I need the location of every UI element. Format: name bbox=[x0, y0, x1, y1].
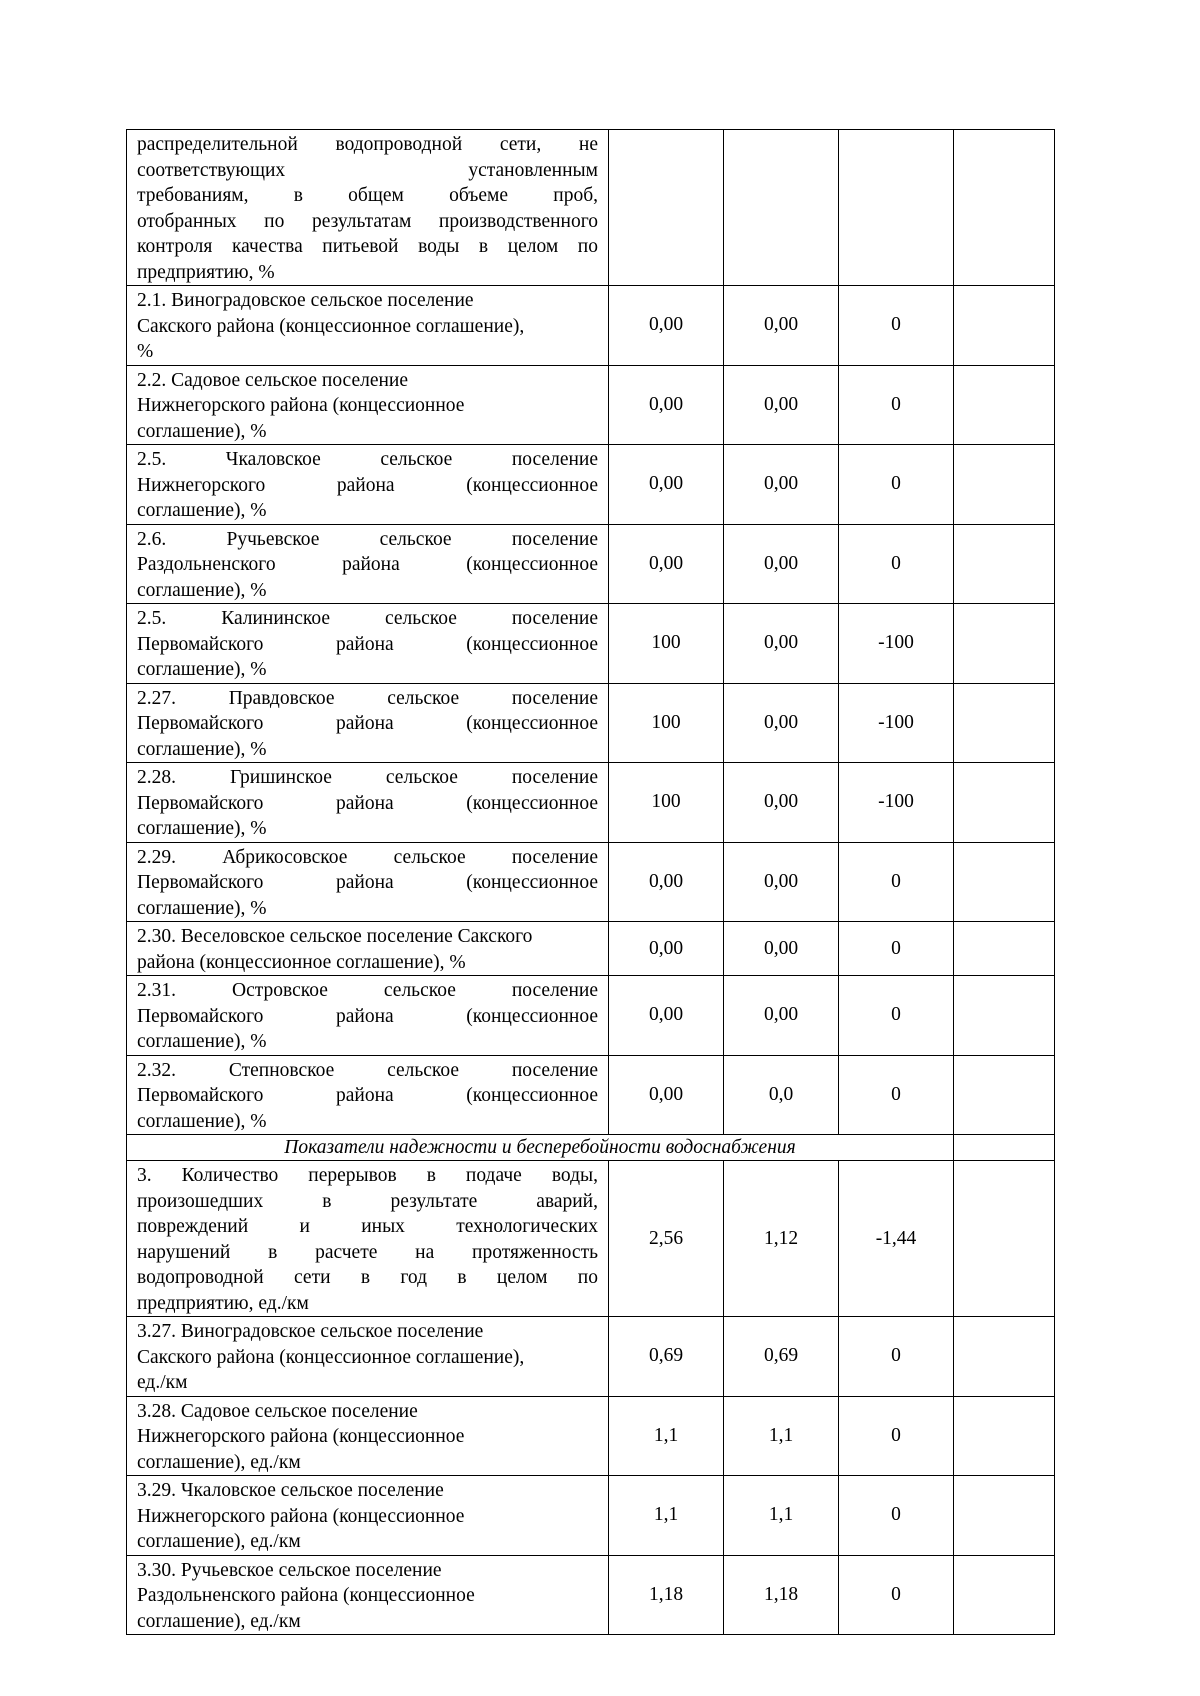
indicator-name-line: 2.2. Садовое сельское поселение bbox=[137, 369, 409, 391]
indicator-name-line: предприятию, % bbox=[137, 261, 275, 283]
indicator-name-line: соглашение), % bbox=[137, 818, 267, 839]
indicator-name-line: отобранных по результатам производственного bbox=[137, 210, 598, 232]
value-cell-4 bbox=[954, 842, 1055, 922]
value-cell-2: 0,00 bbox=[724, 763, 839, 843]
value-cell-1: 0,00 bbox=[609, 365, 724, 445]
indicator-name-line: соглашение), % bbox=[137, 1031, 267, 1052]
value-cell-2: 1,1 bbox=[724, 1396, 839, 1476]
value-cell-2: 1,1 bbox=[724, 1476, 839, 1556]
indicator-name-cell bbox=[127, 1396, 609, 1476]
value-cell-4 bbox=[954, 445, 1055, 525]
value-cell-2: 0,00 bbox=[724, 976, 839, 1056]
value-cell-4 bbox=[954, 524, 1055, 604]
indicators-table-body bbox=[127, 130, 1055, 1635]
indicator-name-cell bbox=[127, 1476, 609, 1556]
table-row bbox=[127, 524, 1055, 604]
indicator-name-line: 2.29. Абрикосовское сельское поселение bbox=[137, 846, 598, 868]
indicator-name-line: нарушений в расчете на протяженность bbox=[137, 1241, 598, 1263]
value-cell-4 bbox=[954, 1317, 1055, 1397]
indicator-name-line: 2.28. Гришинское сельское поселение bbox=[137, 767, 598, 788]
value-cell-4 bbox=[954, 1555, 1055, 1635]
indicator-name-line: распределительной водопроводной сети, не bbox=[137, 134, 598, 155]
table-row bbox=[127, 445, 1055, 525]
value-cell-2: 1,12 bbox=[724, 1161, 839, 1317]
value-cell-4 bbox=[954, 286, 1055, 366]
table-row bbox=[127, 286, 1055, 366]
value-cell-1: 100 bbox=[609, 763, 724, 843]
value-cell-2: 0,00 bbox=[724, 604, 839, 684]
indicator-name-line: Нижнегорского района (концессионное bbox=[137, 1505, 465, 1527]
value-cell-4 bbox=[954, 1055, 1055, 1135]
indicator-name-line: % bbox=[137, 341, 154, 362]
value-cell-1: 0,00 bbox=[609, 286, 724, 366]
indicator-name-line: соглашение), % bbox=[137, 420, 267, 442]
value-cell-1: 0,00 bbox=[609, 445, 724, 525]
empty-cell bbox=[954, 1135, 1055, 1161]
indicator-name-line: Первомайского района (концессионное bbox=[137, 1085, 598, 1106]
value-cell-4 bbox=[954, 1476, 1055, 1556]
indicator-name-line: 2.6. Ручьевское сельское поселение bbox=[137, 528, 598, 550]
value-cell-2: 0,00 bbox=[724, 524, 839, 604]
indicator-name-line: Первомайского района (концессионное bbox=[137, 872, 598, 893]
value-cell-2: 0,00 bbox=[724, 445, 839, 525]
indicator-name-line: 3.28. Садовое сельское поселение bbox=[137, 1400, 418, 1422]
value-cell-4 bbox=[954, 763, 1055, 843]
indicator-name-line: повреждений и иных технологических bbox=[137, 1216, 598, 1237]
indicator-name-cell bbox=[127, 763, 609, 843]
value-cell-3: 0 bbox=[839, 1396, 954, 1476]
value-cell-1: 1,1 bbox=[609, 1476, 724, 1556]
indicator-name-line: соглашение), % bbox=[137, 1110, 267, 1132]
value-cell-1: 1,18 bbox=[609, 1555, 724, 1635]
value-cell-3 bbox=[839, 130, 954, 286]
indicator-name-cell bbox=[127, 976, 609, 1056]
indicators-table bbox=[126, 129, 1055, 1635]
value-cell-2: 0,0 bbox=[724, 1055, 839, 1135]
value-cell-2: 1,18 bbox=[724, 1555, 839, 1635]
indicator-name-line: 2.1. Виноградовское сельское поселение bbox=[137, 290, 474, 311]
indicator-name-line: контроля качества питьевой воды в целом по bbox=[137, 236, 598, 257]
value-cell-3: -100 bbox=[839, 763, 954, 843]
indicator-name-line: ед./км bbox=[137, 1372, 188, 1393]
indicator-name-line: Первомайского района (концессионное bbox=[137, 633, 598, 655]
value-cell-2: 0,00 bbox=[724, 842, 839, 922]
indicator-name-line: соглашение), % bbox=[137, 500, 267, 521]
indicator-name-cell bbox=[127, 130, 609, 286]
value-cell-3: 0 bbox=[839, 286, 954, 366]
value-cell-4 bbox=[954, 130, 1055, 286]
value-cell-3: 0 bbox=[839, 1476, 954, 1556]
indicator-name-line: соответствующих установленным bbox=[137, 159, 598, 181]
indicator-name-line: соглашение), % bbox=[137, 579, 267, 601]
value-cell-1 bbox=[609, 130, 724, 286]
value-cell-3: -100 bbox=[839, 683, 954, 763]
table-row bbox=[127, 1055, 1055, 1135]
indicator-name-line: Первомайского района (концессионное bbox=[137, 792, 598, 814]
table-row bbox=[127, 604, 1055, 684]
indicator-name-cell bbox=[127, 524, 609, 604]
indicator-name-line: района (концессионное соглашение), % bbox=[137, 951, 466, 973]
value-cell-1: 100 bbox=[609, 683, 724, 763]
indicator-name-line: 2.32. Степновское сельское поселение bbox=[137, 1059, 598, 1081]
value-cell-3: 0 bbox=[839, 922, 954, 976]
indicator-name-cell bbox=[127, 445, 609, 525]
value-cell-1: 0,69 bbox=[609, 1317, 724, 1397]
value-cell-3: 0 bbox=[839, 1317, 954, 1397]
value-cell-1: 0,00 bbox=[609, 1055, 724, 1135]
value-cell-3: 0 bbox=[839, 365, 954, 445]
indicator-name-line: 2.5. Чкаловское сельское поселение bbox=[137, 449, 598, 470]
value-cell-4 bbox=[954, 1161, 1055, 1317]
indicator-name-cell bbox=[127, 1317, 609, 1397]
indicator-name-cell bbox=[127, 842, 609, 922]
value-cell-3: 0 bbox=[839, 976, 954, 1056]
table-row bbox=[127, 130, 1055, 286]
table-row bbox=[127, 763, 1055, 843]
value-cell-3: 0 bbox=[839, 524, 954, 604]
value-cell-3: 0 bbox=[839, 1555, 954, 1635]
indicator-name-line: 2.31. Островское сельское поселение bbox=[137, 980, 598, 1001]
indicator-name-cell bbox=[127, 1555, 609, 1635]
table-row bbox=[127, 1317, 1055, 1397]
indicator-name-line: Раздольненского района (концессионное bbox=[137, 1585, 475, 1606]
indicator-name-line: соглашение), ед./км bbox=[137, 1610, 301, 1632]
table-row bbox=[127, 1555, 1055, 1635]
indicator-name-line: водопроводной сети в год в целом по bbox=[137, 1267, 598, 1288]
indicator-name-line: Нижнегорского района (концессионное bbox=[137, 395, 465, 416]
value-cell-2: 0,00 bbox=[724, 922, 839, 976]
indicator-name-cell bbox=[127, 683, 609, 763]
indicator-name-cell bbox=[127, 286, 609, 366]
indicator-name-line: соглашение), ед./км bbox=[137, 1451, 301, 1473]
value-cell-2: 0,00 bbox=[724, 365, 839, 445]
indicator-name-cell bbox=[127, 1161, 609, 1317]
value-cell-3: -100 bbox=[839, 604, 954, 684]
table-row bbox=[127, 842, 1055, 922]
value-cell-2 bbox=[724, 130, 839, 286]
indicator-name-line: 3.29. Чкаловское сельское поселение bbox=[137, 1480, 444, 1501]
value-cell-4 bbox=[954, 1396, 1055, 1476]
value-cell-1: 0,00 bbox=[609, 524, 724, 604]
value-cell-1: 2,56 bbox=[609, 1161, 724, 1317]
indicator-name-line: Первомайского района (концессионное bbox=[137, 1005, 598, 1027]
section-title: Показатели надежности и бесперебойности водоснабжения bbox=[127, 1135, 954, 1161]
indicator-name-line: Сакского района (концессионное соглашение), bbox=[137, 315, 525, 337]
table-row bbox=[127, 683, 1055, 763]
value-cell-4 bbox=[954, 365, 1055, 445]
value-cell-1: 1,1 bbox=[609, 1396, 724, 1476]
indicator-name-line: Раздольненского района (концессионное bbox=[137, 554, 598, 575]
table-row bbox=[127, 976, 1055, 1056]
table-row bbox=[127, 922, 1055, 976]
section-header-row bbox=[127, 1135, 1055, 1161]
indicator-name-line: предприятию, ед./км bbox=[137, 1292, 309, 1314]
indicator-name-line: Нижнегорского района (концессионное bbox=[137, 1426, 465, 1447]
indicator-name-line: соглашение), ед./км bbox=[137, 1531, 301, 1552]
value-cell-1: 0,00 bbox=[609, 922, 724, 976]
value-cell-2: 0,00 bbox=[724, 286, 839, 366]
value-cell-1: 0,00 bbox=[609, 842, 724, 922]
value-cell-2: 0,00 bbox=[724, 683, 839, 763]
value-cell-1: 100 bbox=[609, 604, 724, 684]
table-row bbox=[127, 365, 1055, 445]
indicator-name-cell bbox=[127, 604, 609, 684]
indicator-name-line: соглашение), % bbox=[137, 659, 267, 680]
indicator-name-cell bbox=[127, 922, 609, 976]
indicator-name-line: соглашение), % bbox=[137, 738, 267, 760]
indicator-name-cell bbox=[127, 365, 609, 445]
value-cell-4 bbox=[954, 922, 1055, 976]
indicator-name-line: произошедших в результате аварий, bbox=[137, 1190, 598, 1212]
value-cell-3: 0 bbox=[839, 842, 954, 922]
value-cell-3: 0 bbox=[839, 445, 954, 525]
indicator-name-line: 3.27. Виноградовское сельское поселение bbox=[137, 1321, 484, 1342]
value-cell-2: 0,69 bbox=[724, 1317, 839, 1397]
value-cell-4 bbox=[954, 604, 1055, 684]
table-row bbox=[127, 1161, 1055, 1317]
indicator-name-line: Сакского района (концессионное соглашение), bbox=[137, 1346, 525, 1368]
indicator-name-line: Нижнегорского района (концессионное bbox=[137, 474, 598, 496]
table-row bbox=[127, 1476, 1055, 1556]
indicator-name-line: соглашение), % bbox=[137, 897, 267, 919]
value-cell-3: 0 bbox=[839, 1055, 954, 1135]
value-cell-4 bbox=[954, 683, 1055, 763]
table-row bbox=[127, 1396, 1055, 1476]
indicator-name-line: 2.27. Правдовское сельское поселение bbox=[137, 687, 598, 709]
value-cell-1: 0,00 bbox=[609, 976, 724, 1056]
indicator-name-line: 3. Количество перерывов в подаче воды, bbox=[137, 1165, 598, 1186]
indicator-name-line: 2.5. Калининское сельское поселение bbox=[137, 608, 598, 629]
indicator-name-line: Первомайского района (концессионное bbox=[137, 713, 598, 734]
indicator-name-line: 2.30. Веселовское сельское поселение Сакского bbox=[137, 926, 533, 947]
indicator-name-line: 3.30. Ручьевское сельское поселение bbox=[137, 1559, 442, 1581]
value-cell-3: -1,44 bbox=[839, 1161, 954, 1317]
indicator-name-cell bbox=[127, 1055, 609, 1135]
value-cell-4 bbox=[954, 976, 1055, 1056]
indicator-name-line: требованиям, в общем объеме проб, bbox=[137, 185, 598, 206]
